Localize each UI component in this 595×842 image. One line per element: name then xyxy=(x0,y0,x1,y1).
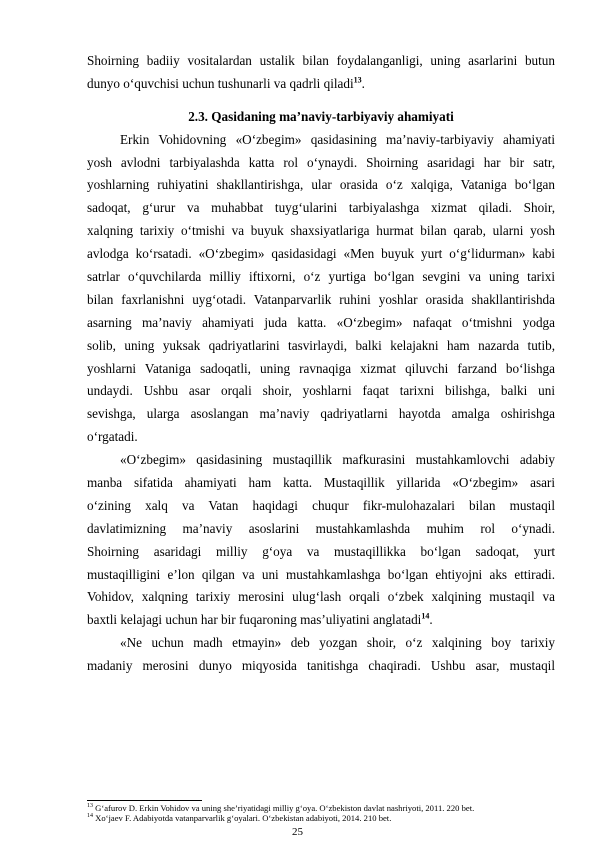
text-line xyxy=(87,380,555,403)
line-text: manba sifatida ahamiyati ham katta. Mustaqillik yillarida «O‘zbegim» asari xyxy=(87,475,555,491)
page-number: 25 xyxy=(292,826,303,838)
line-text: xalqning tarixiy o‘tmishi va buyuk shaxsiyatlariga hurmat bilan qarab, ularni yosh xyxy=(87,223,555,239)
footnote-ref-13[interactable]: 13 xyxy=(353,75,362,85)
main-text xyxy=(87,50,555,678)
text-line xyxy=(87,197,555,220)
line-text: asarning ma’naviy ahamiyati juda katta. «O‘zbegim» nafaqat o‘tmishni yodga xyxy=(87,314,555,330)
line-text: undaydi. Ushbu asar orqali shoir, yoshlarni faqat tarixni bilishga, balki uni xyxy=(87,383,555,399)
text-line xyxy=(87,449,555,472)
line-text: avlodga ko‘rsatadi. «O‘zbegim» qasidasidagi «Men buyuk yurt o‘g‘lidurman» kabi xyxy=(87,246,555,262)
text-line xyxy=(87,564,555,587)
line-text: solib, uning yuksak qadriyatlarini tasvirlaydi, balki kelajakni ham nazarda tutib, xyxy=(87,337,555,353)
text-line xyxy=(87,335,555,358)
section-heading: 2.3. Qasidaning ma’naviy-tarbiyaviy ahamiyati xyxy=(188,108,454,124)
text-line xyxy=(87,518,555,541)
text-line xyxy=(87,129,555,152)
line-text: o‘rgatadi. xyxy=(87,429,138,445)
line-text: madaniy merosini dunyo miqyosida tanitishga chaqiradi. Ushbu asar, mustaqil xyxy=(87,658,555,674)
footnote-ref[interactable]: 14 xyxy=(421,611,430,621)
paragraph-2 xyxy=(87,449,555,632)
text-line xyxy=(87,495,555,518)
footnote-text: G‘afurov D. Erkin Vohidov va uning she’riyatidagi milliy g‘oya. O‘zbekiston davlat nashriyoti, 2011. 220 bet. xyxy=(93,803,475,813)
text-line xyxy=(87,312,555,335)
line-text: Erkin Vohidovning «O‘zbegim» qasidasining ma’naviy-tarbiyaviy ahamiyati xyxy=(120,131,555,147)
line-text: davlatimizning ma’naviy asoslarini mustahkamlashda muhim rol o‘ynadi. xyxy=(87,520,555,536)
intro-line-text: dunyo o‘quvchisi uchun tushunarli va qadrli qiladi xyxy=(87,75,354,91)
text-line xyxy=(87,403,555,426)
line-text: satrlar o‘quvchilarda milliy iftixorni, o‘z yurtiga bo‘lgan sevgini va uning tarixi xyxy=(87,269,555,285)
paragraph-1 xyxy=(87,129,555,449)
text-line xyxy=(87,174,555,197)
spacer xyxy=(87,96,555,106)
text-line xyxy=(87,358,555,381)
text-line xyxy=(87,655,555,678)
text-line xyxy=(87,472,555,495)
text-line xyxy=(87,632,555,655)
line-text: yoshlarning ruhiyatini shakllantirishga, ular orasida o‘z xalqiga, Vataniga bo‘lgan xyxy=(87,177,555,193)
footnote-13 xyxy=(87,803,474,813)
line-text: «O‘zbegim» qasidasining mustaqillik mafkurasini mustahkamlovchi adabiy xyxy=(120,452,555,468)
line-text: «Ne uchun madh etmayin» deb yozgan shoir, o‘z xalqining boy tarixiy xyxy=(120,635,555,651)
line-period: . xyxy=(429,612,433,628)
footnote-14 xyxy=(87,813,391,823)
text-line xyxy=(87,609,555,632)
text-line xyxy=(87,220,555,243)
intro-line-1: Shoirning badiiy vositalardan ustalik bilan foydalanganligi, uning asarlarini butun xyxy=(87,53,555,68)
footnote-text: Xo‘jaev F. Adabiyotda vatanparvarlik g‘oyalari. O‘zbekistan adabiyoti, 2014. 210 bet. xyxy=(93,813,392,823)
line-text: yoshlarni Vataniga sadoqatli, uning ravnaqiga xizmat qiluvchi farzand bo‘lishga xyxy=(87,360,555,376)
text-line xyxy=(87,152,555,175)
line-text: mustaqilligini e’lon qilgan va uni mustahkamlashga bo‘lgan ehtiyojni aks ettiradi. xyxy=(87,566,555,582)
text-line xyxy=(87,289,555,312)
text-line xyxy=(87,243,555,266)
text-line xyxy=(87,586,555,609)
intro-line-2 xyxy=(87,73,555,96)
line-text: sadoqat, g‘urur va muhabbat tuyg‘ularini tarbiyalashga xizmat qiladi. Shoir, xyxy=(87,200,555,216)
footnote-divider xyxy=(87,800,202,801)
paragraph-3 xyxy=(87,632,555,678)
text-line xyxy=(87,266,555,289)
line-text: o‘zining xalq va Vatan haqidagi chuqur fikr-mulohazalari bilan mustaqil xyxy=(87,497,555,513)
footnote-number: 14 xyxy=(87,813,93,820)
intro-period: . xyxy=(361,75,365,91)
text-line xyxy=(87,426,555,449)
line-text: yosh avlodni tarbiyalashda katta rol o‘ynaydi. Shoirning asaridagi har bir satr, xyxy=(87,154,555,170)
line-text: bilan faxrlanishni uyg‘otadi. Vatanparvarlik ruhini yoshlar orasida shakllantirishda xyxy=(87,291,555,307)
text-line xyxy=(87,541,555,564)
line-text: sevishga, ularga asoslangan ma’naviy qadriyatlarni hayotda amalga oshirishga xyxy=(87,406,555,422)
line-text: Shoirning asaridagi milliy g‘oya va mustaqillikka bo‘lgan sadoqat, yurt xyxy=(87,543,555,559)
line-text: Vohidov, xalqning tarixiy merosini ulug‘lash orqali o‘zbek xalqining mustaqil va xyxy=(87,589,555,605)
footnote-number: 13 xyxy=(87,803,93,810)
line-text: baxtli kelajagi uchun har bir fuqaroning mas’uliyatini anglatadi xyxy=(87,612,422,628)
